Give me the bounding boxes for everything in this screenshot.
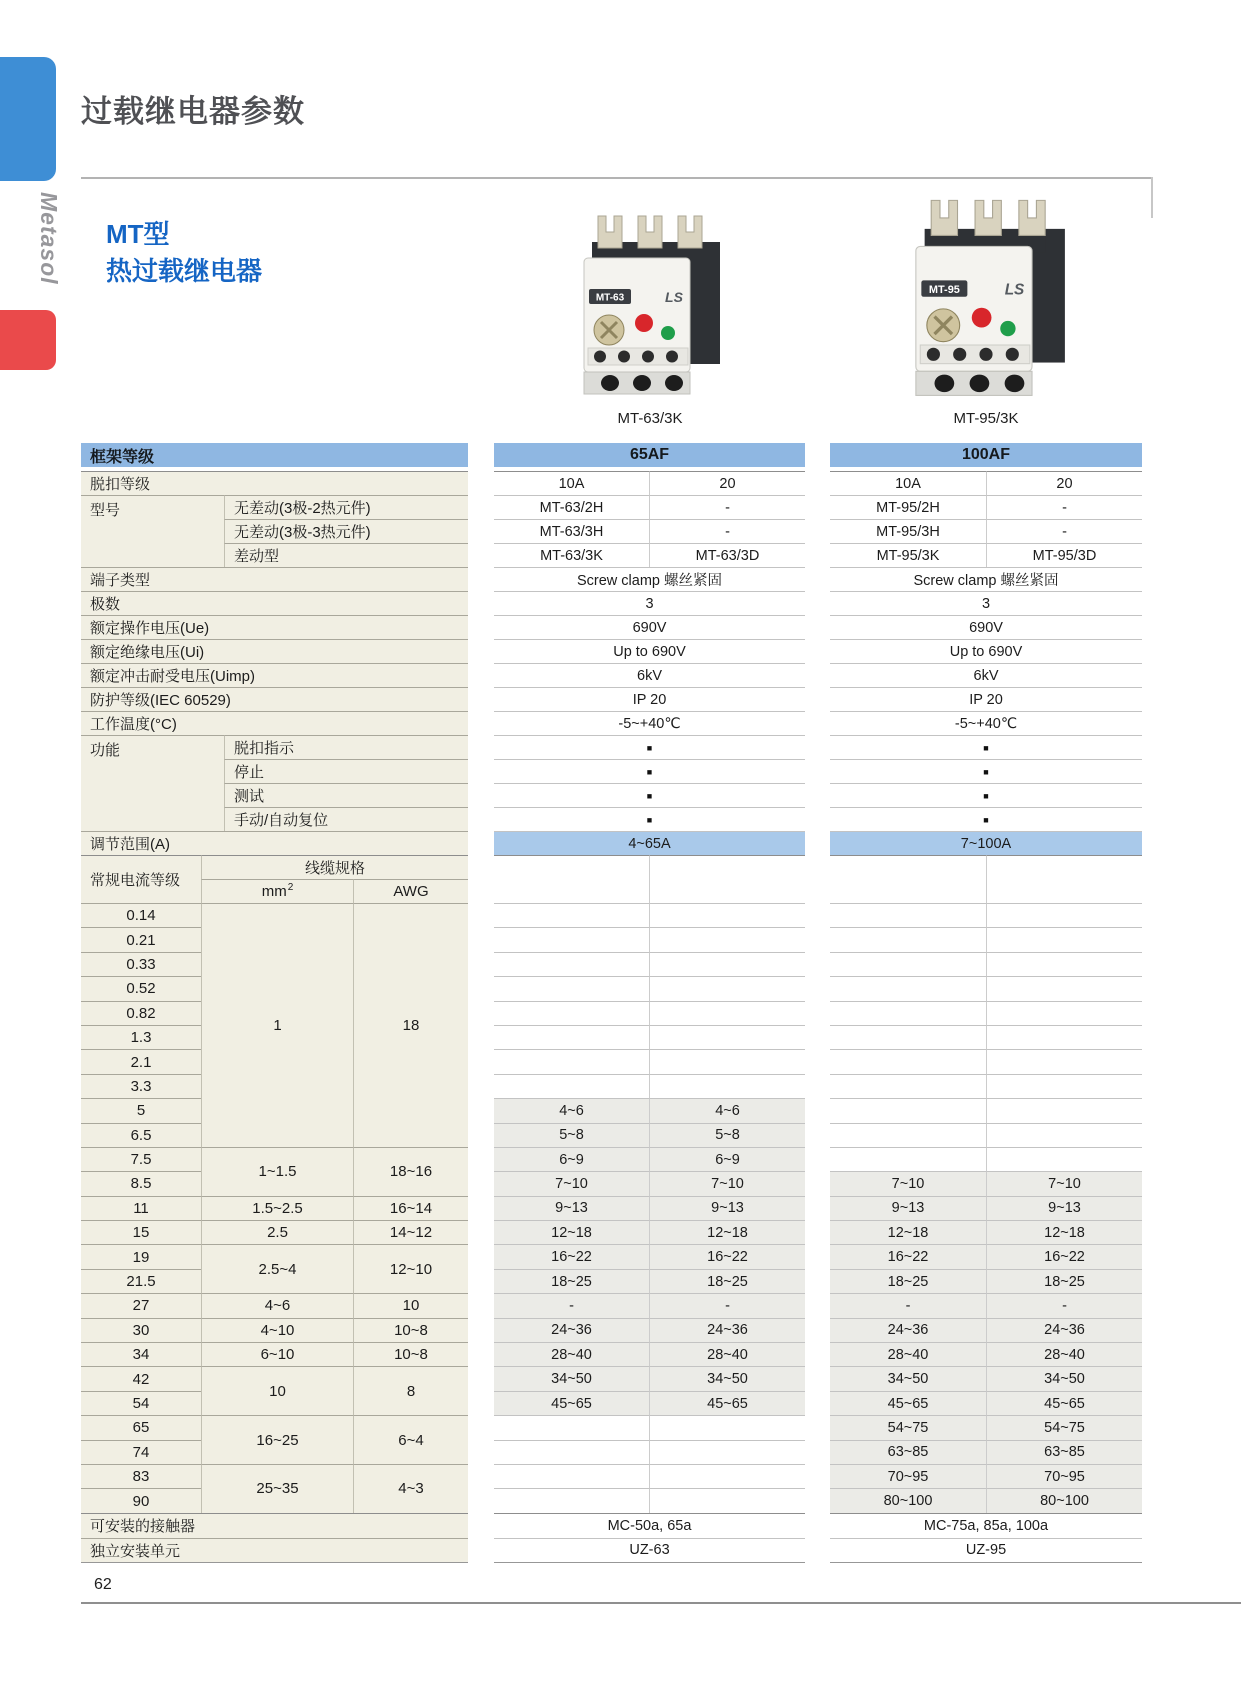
spec-label: 端子类型: [81, 567, 468, 591]
setting-range-cell: 9~13: [494, 1196, 649, 1220]
spec-label: 额定冲击耐受电压(Uimp): [81, 663, 468, 687]
setting-range-cell: [494, 1049, 649, 1073]
model-cell: -: [649, 519, 805, 543]
setting-range-cell: [830, 1025, 986, 1049]
setting-range-cell: [986, 976, 1142, 1000]
spec-sublabel: 手动/自动复位: [224, 807, 468, 831]
current-class-value: 7.5: [81, 1147, 201, 1171]
setting-range-cell: [649, 1025, 805, 1049]
product-caption-mt95: MT-95/3K: [953, 410, 1019, 427]
feature-marker: ■: [830, 807, 1142, 831]
setting-range-cell: 63~85: [830, 1440, 986, 1464]
current-class-value: 21.5: [81, 1269, 201, 1293]
feature-marker: ■: [830, 783, 1142, 807]
setting-range-cell: [830, 976, 986, 1000]
current-class-value: 83: [81, 1464, 201, 1488]
setting-range-cell: [830, 952, 986, 976]
setting-range-cell: [494, 1464, 649, 1488]
spec-table: [81, 443, 1142, 1563]
setting-range-cell: -: [494, 1293, 649, 1317]
product-caption-mt63: MT-63/3K: [617, 410, 683, 427]
setting-range-cell: 16~22: [830, 1244, 986, 1268]
relay-model-label: MT-95: [928, 283, 960, 296]
setting-range-cell: 24~36: [986, 1318, 1142, 1342]
model-cell: -: [986, 519, 1142, 543]
setting-range-cell: 24~36: [830, 1318, 986, 1342]
spec-table-upper-grid: [81, 443, 1142, 855]
spec-value: 6kV: [830, 663, 1142, 687]
setting-range-cell: [494, 976, 649, 1000]
setting-range-cell: 7~10: [830, 1171, 986, 1195]
product-image-mt95: [888, 196, 1084, 402]
awg-value: 8: [353, 1366, 468, 1415]
setting-range-cell: [494, 1488, 649, 1512]
setting-range-cell: 34~50: [494, 1366, 649, 1390]
spec-label: 独立安装单元: [81, 1538, 468, 1563]
spec-label: 可安装的接触器: [81, 1513, 468, 1538]
mm2-value: 4~6: [201, 1293, 353, 1317]
mm2-value: 6~10: [201, 1342, 353, 1366]
setting-range-cell: 9~13: [986, 1196, 1142, 1220]
model-cell: MT-63/3H: [494, 519, 649, 543]
model-cell: MT-95/2H: [830, 495, 986, 519]
spec-value: 6kV: [494, 663, 805, 687]
setting-range-cell: 70~95: [986, 1464, 1142, 1488]
setting-range-cell: [830, 1123, 986, 1147]
setting-range-cell: [649, 903, 805, 927]
feature-marker: ■: [494, 735, 805, 759]
setting-range-cell: [986, 1123, 1142, 1147]
current-class-value: 11: [81, 1196, 201, 1220]
page-title: 过载继电器参数: [81, 94, 305, 129]
setting-range-cell: [830, 903, 986, 927]
setting-range-cell: 80~100: [830, 1488, 986, 1512]
setting-range-cell: 28~40: [986, 1342, 1142, 1366]
current-class-value: 74: [81, 1440, 201, 1464]
setting-range-cell: [494, 952, 649, 976]
feature-marker: ■: [830, 759, 1142, 783]
setting-range-cell: 54~75: [986, 1415, 1142, 1439]
setting-range-cell: 80~100: [986, 1488, 1142, 1512]
current-class-value: 30: [81, 1318, 201, 1342]
relay-model-label: MT-63: [595, 292, 625, 304]
current-class-value: 2.1: [81, 1049, 201, 1073]
setting-range-cell: 70~95: [830, 1464, 986, 1488]
setting-range-cell: 16~22: [649, 1244, 805, 1268]
ls-logo: LS: [1004, 281, 1025, 299]
spec-value: -5~+40℃: [494, 711, 805, 735]
wire-spec-header: 线缆规格: [201, 855, 468, 879]
setting-range-cell: [649, 1049, 805, 1073]
spec-label: 型号: [81, 495, 224, 567]
header-divider: [81, 177, 1152, 179]
setting-range-cell: 6~9: [494, 1147, 649, 1171]
setting-range-cell: 7~10: [649, 1171, 805, 1195]
setting-range-cell: [986, 855, 1142, 903]
setting-range-cell: 7~10: [494, 1171, 649, 1195]
setting-range-cell: [986, 1074, 1142, 1098]
mm2-value: 1.5~2.5: [201, 1196, 353, 1220]
feature-marker: ■: [494, 807, 805, 831]
setting-range-cell: 24~36: [494, 1318, 649, 1342]
setting-range-cell: 9~13: [649, 1196, 805, 1220]
footer-divider: [81, 1602, 1241, 1604]
footer-value: UZ-95: [830, 1538, 1142, 1563]
footer-value: MC-50a, 65a: [494, 1513, 805, 1538]
setting-range-cell: 45~65: [986, 1391, 1142, 1415]
awg-value: 6~4: [353, 1415, 468, 1464]
setting-range-cell: 5~8: [649, 1123, 805, 1147]
footer-value: MC-75a, 85a, 100a: [830, 1513, 1142, 1538]
setting-range-cell: 18~25: [986, 1269, 1142, 1293]
current-class-value: 42: [81, 1366, 201, 1390]
current-class-value: 5: [81, 1098, 201, 1122]
spec-label: 额定绝缘电压(Ui): [81, 639, 468, 663]
awg-value: 18~16: [353, 1147, 468, 1196]
setting-range-cell: [986, 1098, 1142, 1122]
setting-range-cell: [830, 927, 986, 951]
setting-range-cell: [494, 1025, 649, 1049]
setting-range-cell: 12~18: [494, 1220, 649, 1244]
model-cell: -: [649, 495, 805, 519]
mm2-value: 2.5~4: [201, 1244, 353, 1293]
mm2-value: 2.5: [201, 1220, 353, 1244]
spec-sublabel: 停止: [224, 759, 468, 783]
current-class-value: 3.3: [81, 1074, 201, 1098]
spec-value: Screw clamp 螺丝紧固: [830, 567, 1142, 591]
current-class-value: 0.52: [81, 976, 201, 1000]
setting-range-cell: -: [986, 1293, 1142, 1317]
model-cell: MT-95/3H: [830, 519, 986, 543]
setting-range-cell: 45~65: [830, 1391, 986, 1415]
model-cell: MT-95/3D: [986, 543, 1142, 567]
spec-sublabel: 差动型: [224, 543, 468, 567]
setting-range-cell: 45~65: [494, 1391, 649, 1415]
spec-table-wire-grid: [81, 855, 1142, 1563]
spec-value: 3: [494, 591, 805, 615]
setting-range-cell: 5~8: [494, 1123, 649, 1147]
model-cell: MT-63/3K: [494, 543, 649, 567]
setting-range-cell: [494, 1415, 649, 1439]
setting-range-cell: [830, 1147, 986, 1171]
mm2-header: mm 2: [201, 879, 353, 903]
setting-range-cell: [649, 927, 805, 951]
setting-range-cell: [649, 1001, 805, 1025]
setting-range-cell: 18~25: [649, 1269, 805, 1293]
spec-value: -5~+40℃: [830, 711, 1142, 735]
model-cell: MT-95/3K: [830, 543, 986, 567]
setting-range-cell: [649, 1488, 805, 1512]
red-button: [972, 308, 992, 328]
setting-range-cell: [649, 1464, 805, 1488]
setting-range-cell: 4~6: [494, 1098, 649, 1122]
current-class-value: 0.14: [81, 903, 201, 927]
setting-range-cell: 12~18: [830, 1220, 986, 1244]
setting-range-cell: [830, 855, 986, 903]
spec-value: Up to 690V: [830, 639, 1142, 663]
setting-range-cell: 28~40: [649, 1342, 805, 1366]
current-class-header: 常规电流等级: [81, 855, 201, 903]
page-number: 62: [94, 1576, 112, 1593]
spec-label: 极数: [81, 591, 468, 615]
model-cell: MT-63/2H: [494, 495, 649, 519]
spec-value: 690V: [830, 615, 1142, 639]
adjust-range-value: 7~100A: [830, 831, 1142, 855]
adjust-range-value: 4~65A: [494, 831, 805, 855]
setting-range-cell: 9~13: [830, 1196, 986, 1220]
current-class-value: 6.5: [81, 1123, 201, 1147]
feature-marker: ■: [830, 735, 1142, 759]
setting-range-cell: [986, 927, 1142, 951]
brand-vertical-text: Metasol: [36, 192, 62, 285]
current-class-value: 65: [81, 1415, 201, 1439]
setting-range-cell: 18~25: [494, 1269, 649, 1293]
spec-value: Screw clamp 螺丝紧固: [494, 567, 805, 591]
spec-value: 690V: [494, 615, 805, 639]
setting-range-cell: [830, 1049, 986, 1073]
feature-marker: ■: [494, 783, 805, 807]
spec-value: IP 20: [494, 687, 805, 711]
current-class-value: 8.5: [81, 1171, 201, 1195]
setting-range-cell: [494, 903, 649, 927]
setting-range-cell: [830, 1001, 986, 1025]
setting-range-cell: 12~18: [986, 1220, 1142, 1244]
setting-range-cell: [649, 855, 805, 903]
sidebar-blue-chip: [0, 57, 56, 181]
current-class-value: 54: [81, 1391, 201, 1415]
model-cell: -: [986, 495, 1142, 519]
awg-header: AWG: [353, 879, 468, 903]
setting-range-cell: [649, 952, 805, 976]
setting-range-cell: 24~36: [649, 1318, 805, 1342]
mm2-value: 1~1.5: [201, 1147, 353, 1196]
setting-range-cell: 7~10: [986, 1171, 1142, 1195]
current-class-value: 90: [81, 1488, 201, 1512]
green-button: [661, 326, 675, 340]
spec-value: IP 20: [830, 687, 1142, 711]
awg-value: 14~12: [353, 1220, 468, 1244]
setting-range-cell: [986, 1001, 1142, 1025]
setting-range-cell: [494, 1001, 649, 1025]
setting-range-cell: [986, 1025, 1142, 1049]
setting-range-cell: 16~22: [494, 1244, 649, 1268]
setting-range-cell: [649, 1440, 805, 1464]
ls-logo: LS: [665, 289, 683, 305]
spec-sublabel: 脱扣指示: [224, 735, 468, 759]
setting-range-cell: -: [830, 1293, 986, 1317]
awg-value: 10: [353, 1293, 468, 1317]
setting-range-cell: [649, 1415, 805, 1439]
mm2-value: 16~25: [201, 1415, 353, 1464]
model-cell: MT-63/3D: [649, 543, 805, 567]
setting-range-cell: 34~50: [986, 1366, 1142, 1390]
mm2-value: 1: [201, 903, 353, 1147]
setting-range-cell: 63~85: [986, 1440, 1142, 1464]
product-image-mt63: [562, 212, 734, 400]
awg-value: 4~3: [353, 1464, 468, 1513]
setting-range-cell: 28~40: [830, 1342, 986, 1366]
setting-range-cell: 4~6: [649, 1098, 805, 1122]
awg-value: 18: [353, 903, 468, 1147]
spec-value: Up to 690V: [494, 639, 805, 663]
current-class-value: 15: [81, 1220, 201, 1244]
setting-range-cell: [986, 952, 1142, 976]
awg-value: 10~8: [353, 1318, 468, 1342]
spec-label: 功能: [81, 735, 224, 831]
current-class-value: 0.33: [81, 952, 201, 976]
spec-label: 额定操作电压(Ue): [81, 615, 468, 639]
awg-value: 16~14: [353, 1196, 468, 1220]
setting-range-cell: 34~50: [649, 1366, 805, 1390]
setting-range-cell: 28~40: [494, 1342, 649, 1366]
setting-range-cell: [649, 976, 805, 1000]
mm2-value: 25~35: [201, 1464, 353, 1513]
spec-sublabel: 无差动(3极-2热元件): [224, 495, 468, 519]
setting-range-cell: 45~65: [649, 1391, 805, 1415]
setting-range-cell: 16~22: [986, 1244, 1142, 1268]
setting-range-cell: [494, 1074, 649, 1098]
current-class-value: 0.82: [81, 1001, 201, 1025]
mm2-value: 10: [201, 1366, 353, 1415]
group-header-100af: 100AF: [830, 443, 1142, 467]
setting-range-cell: 6~9: [649, 1147, 805, 1171]
group-header-65af: 65AF: [494, 443, 805, 467]
spec-value: 3: [830, 591, 1142, 615]
feature-marker: ■: [494, 759, 805, 783]
setting-range-cell: [986, 1049, 1142, 1073]
spec-sublabel: 无差动(3极-3热元件): [224, 519, 468, 543]
trip-class-cell: 10A: [494, 471, 649, 495]
red-button: [635, 314, 653, 332]
awg-value: 10~8: [353, 1342, 468, 1366]
setting-range-cell: [494, 855, 649, 903]
fork-terminals: [931, 200, 1045, 235]
setting-range-cell: [830, 1074, 986, 1098]
setting-range-cell: 12~18: [649, 1220, 805, 1244]
setting-range-cell: -: [649, 1293, 805, 1317]
setting-range-cell: 18~25: [830, 1269, 986, 1293]
product-title: [106, 216, 262, 290]
current-class-value: 19: [81, 1244, 201, 1268]
trip-class-cell: 20: [986, 471, 1142, 495]
trip-class-cell: 20: [649, 471, 805, 495]
frame-grade-header: 框架等级: [81, 443, 468, 467]
spec-sublabel: 测试: [224, 783, 468, 807]
product-title-line2: 热过载继电器: [106, 256, 263, 286]
setting-range-cell: 34~50: [830, 1366, 986, 1390]
current-class-value: 27: [81, 1293, 201, 1317]
awg-value: 12~10: [353, 1244, 468, 1293]
spec-label: 工作温度(°C): [81, 711, 468, 735]
spec-label: 脱扣等级: [81, 471, 468, 495]
current-class-value: 34: [81, 1342, 201, 1366]
setting-range-cell: 54~75: [830, 1415, 986, 1439]
header-divider-corner: [1151, 177, 1153, 218]
spec-label: 调节范围(A): [81, 831, 468, 855]
sidebar-red-chip: [0, 310, 56, 370]
setting-range-cell: [830, 1098, 986, 1122]
current-class-value: 1.3: [81, 1025, 201, 1049]
fork-terminals: [598, 216, 702, 248]
current-class-value: 0.21: [81, 927, 201, 951]
green-button: [1000, 321, 1015, 336]
setting-range-cell: [986, 903, 1142, 927]
mm2-value: 4~10: [201, 1318, 353, 1342]
footer-value: UZ-63: [494, 1538, 805, 1563]
product-title-line1: MT型: [106, 219, 170, 249]
setting-range-cell: [986, 1147, 1142, 1171]
setting-range-cell: [494, 1440, 649, 1464]
setting-range-cell: [649, 1074, 805, 1098]
spec-label: 防护等级(IEC 60529): [81, 687, 468, 711]
setting-range-cell: [494, 927, 649, 951]
trip-class-cell: 10A: [830, 471, 986, 495]
